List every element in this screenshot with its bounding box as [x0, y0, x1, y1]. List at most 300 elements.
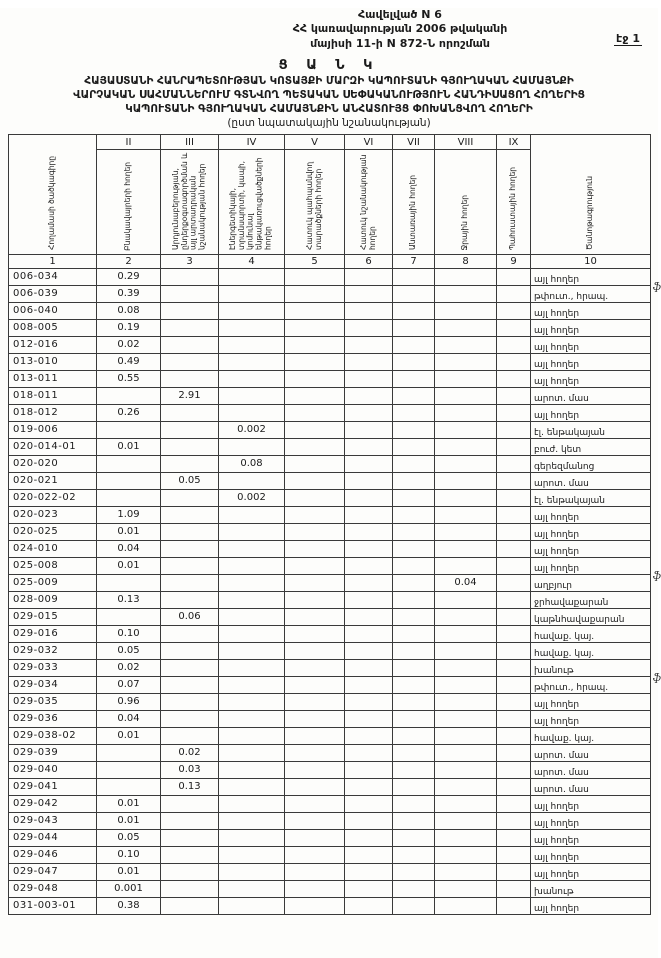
note-text: թփուտ., հրապ. [534, 292, 609, 303]
area-value-cell: 0.02 [97, 337, 161, 354]
area-value-cell: 0.04 [97, 711, 161, 728]
area-value-cell [345, 677, 393, 694]
handwritten-margin-mark: ֆ [653, 673, 661, 685]
area-value-cell [345, 558, 393, 575]
note-cell [531, 745, 651, 762]
area-value-cell [497, 456, 531, 473]
area-value-cell [345, 609, 393, 626]
area-value-cell [393, 609, 435, 626]
note-cell [531, 388, 651, 405]
area-value-cell [393, 864, 435, 881]
note-cell [531, 507, 651, 524]
colnum-9: 9 [497, 255, 531, 269]
area-value-cell [393, 830, 435, 847]
table-row [9, 388, 651, 405]
area-value-cell [393, 320, 435, 337]
roman-iv: IV [219, 135, 285, 150]
note-text: արոտ. մաս [534, 479, 589, 490]
table-row [9, 439, 651, 456]
area-value-cell [97, 490, 161, 507]
area-value-cell [435, 473, 497, 490]
area-value-cell [393, 337, 435, 354]
area-value-cell [497, 830, 531, 847]
roman-numeral-row [9, 135, 651, 150]
header-residential: Բնակավայրերի հողեր [97, 150, 161, 255]
header-reserve: Պահուստային հողեր [497, 150, 531, 255]
parcel-code-cell: 029-047 [9, 864, 97, 881]
note-cell [531, 320, 651, 337]
table-row [9, 592, 651, 609]
parcel-code-cell: 012-016 [9, 337, 97, 354]
table-row [9, 269, 651, 286]
area-value-cell [393, 711, 435, 728]
area-value-cell [435, 337, 497, 354]
area-value-cell [285, 677, 345, 694]
area-value-cell [345, 456, 393, 473]
area-value-cell [219, 524, 285, 541]
area-value-cell: 0.01 [97, 728, 161, 745]
parcel-code-cell: 029-038-02 [9, 728, 97, 745]
colnum-10: 10 [531, 255, 651, 269]
area-value-cell: 0.01 [97, 439, 161, 456]
area-value-cell: 0.26 [97, 405, 161, 422]
area-value-cell [393, 762, 435, 779]
area-value-cell [435, 762, 497, 779]
document-subtitle: (ըստ նպատակային նշանակության) [227, 117, 431, 130]
area-value-cell [435, 490, 497, 507]
area-value-cell [285, 813, 345, 830]
area-value-cell [219, 626, 285, 643]
area-value-cell [345, 286, 393, 303]
parcel-code-cell: 025-008 [9, 558, 97, 575]
area-value-cell [219, 558, 285, 575]
title-line-2: ՎԱՐՉԱԿԱՆ ՍԱՀՄԱՆՆԵՐՈՒՄ ԳՏՆՎՈՂ ՊԵՏԱԿԱՆ ՍԵՓԱԿԱՆՈՒԹՅՈՒՆ ՀԱՆԴԻՍԱՑՈՂ ՀՈՂԵՐԻՑ [73, 88, 585, 101]
parcel-code-cell: 019-006 [9, 422, 97, 439]
area-value-cell [161, 541, 219, 558]
area-value-cell [161, 898, 219, 915]
note-cell [531, 303, 651, 320]
area-value-cell [435, 694, 497, 711]
area-value-cell [393, 303, 435, 320]
area-value-cell [161, 490, 219, 507]
header-parcel-code-label: Հողամասի ծածկագիրը [47, 156, 57, 251]
note-text: հավաք. կայ. [534, 649, 595, 660]
table-row [9, 796, 651, 813]
area-value-cell [435, 320, 497, 337]
area-value-cell [161, 592, 219, 609]
table-row [9, 541, 651, 558]
area-value-cell [285, 354, 345, 371]
area-value-cell: 0.07 [97, 677, 161, 694]
area-value-cell: 0.01 [97, 558, 161, 575]
area-value-cell [497, 473, 531, 490]
note-cell [531, 282, 661, 303]
area-value-cell [345, 371, 393, 388]
area-value-cell [161, 626, 219, 643]
area-value-cell [435, 626, 497, 643]
area-value-cell [219, 371, 285, 388]
table-body [9, 269, 661, 915]
area-value-cell [435, 830, 497, 847]
area-value-cell [285, 303, 345, 320]
table-row [9, 303, 651, 320]
area-value-cell [497, 337, 531, 354]
note-text: այլ հողեր [534, 904, 580, 915]
note-text: գերեզմանոց [534, 462, 595, 473]
area-value-cell [345, 694, 393, 711]
area-value-cell [285, 626, 345, 643]
area-value-cell [285, 881, 345, 898]
parcel-code-cell: 029-016 [9, 626, 97, 643]
area-value-cell [435, 796, 497, 813]
area-value-cell [345, 388, 393, 405]
area-value-cell: 0.04 [97, 541, 161, 558]
page-number: էջ 1 [616, 32, 640, 45]
note-text: այլ հողեր [534, 802, 580, 813]
note-text: արոտ. մաս [534, 394, 589, 405]
area-value-cell [497, 422, 531, 439]
area-value-cell [435, 303, 497, 320]
area-value-cell [497, 320, 531, 337]
area-value-cell [285, 762, 345, 779]
note-text: ջրհավաքարան [534, 598, 609, 609]
note-text: այլ հողեր [534, 717, 580, 728]
note-cell [531, 711, 651, 728]
area-value-cell [435, 558, 497, 575]
area-value-cell: 0.29 [97, 269, 161, 286]
area-value-cell: 0.05 [97, 643, 161, 660]
table-row [9, 609, 651, 626]
area-value-cell [161, 643, 219, 660]
area-value-cell [497, 609, 531, 626]
area-value-cell [345, 728, 393, 745]
area-value-cell [345, 643, 393, 660]
area-value-cell [435, 456, 497, 473]
area-value-cell [497, 881, 531, 898]
area-value-cell [393, 745, 435, 762]
area-value-cell [345, 354, 393, 371]
area-value-cell [393, 371, 435, 388]
note-cell [531, 796, 651, 813]
table-row [9, 558, 651, 575]
area-value-cell [345, 813, 393, 830]
area-value-cell [393, 660, 435, 677]
note-text: աղբյուր [534, 581, 572, 592]
area-value-cell [97, 456, 161, 473]
area-value-cell: 0.01 [97, 864, 161, 881]
note-text: թփուտ., հրապ. [534, 683, 609, 694]
table-row [9, 524, 651, 541]
area-value-cell [161, 728, 219, 745]
area-value-cell [285, 745, 345, 762]
note-cell [531, 728, 651, 745]
area-value-cell [219, 660, 285, 677]
area-value-cell [345, 422, 393, 439]
area-value-cell: 0.02 [97, 660, 161, 677]
area-value-cell [435, 524, 497, 541]
header-energy-transport: Էներգետիկայի, տրանսպորտի, կապի, կոմունալ ենթակառուցվածքների հողեր [219, 150, 285, 255]
table-row [9, 320, 651, 337]
handwritten-margin-mark: ֆ [653, 282, 661, 294]
area-value-cell [219, 473, 285, 490]
area-value-cell [219, 541, 285, 558]
roman-vii: VII [393, 135, 435, 150]
area-value-cell [435, 541, 497, 558]
table-row [9, 643, 651, 660]
area-value-cell [393, 456, 435, 473]
area-value-cell [285, 694, 345, 711]
header-special-purpose: Հատուկ նշանակության հողեր [345, 150, 393, 255]
area-value-cell [497, 813, 531, 830]
area-value-cell [435, 728, 497, 745]
area-value-cell [161, 847, 219, 864]
parcel-code-cell: 029-034 [9, 677, 97, 694]
area-value-cell [393, 677, 435, 694]
area-value-cell [219, 286, 285, 303]
area-value-cell: 0.05 [97, 830, 161, 847]
note-cell [531, 337, 651, 354]
area-value-cell [219, 303, 285, 320]
area-value-cell [345, 626, 393, 643]
note-text: այլ հողեր [534, 309, 580, 320]
area-value-cell [435, 286, 497, 303]
area-value-cell [345, 507, 393, 524]
area-value-cell [393, 422, 435, 439]
area-value-cell: 0.06 [161, 609, 219, 626]
roman-ix: IX [497, 135, 531, 150]
table-row [9, 813, 651, 830]
note-text: հավաք. կայ. [534, 632, 595, 643]
area-value-cell [219, 881, 285, 898]
parcel-code-cell: 031-003-01 [9, 898, 97, 915]
area-value-cell [393, 269, 435, 286]
scanned-document-page [0, 8, 661, 958]
area-value-cell [285, 320, 345, 337]
area-value-cell [285, 439, 345, 456]
table-row [9, 337, 651, 354]
area-value-cell [97, 745, 161, 762]
area-value-cell [497, 626, 531, 643]
parcel-code-cell: 013-010 [9, 354, 97, 371]
area-value-cell [161, 694, 219, 711]
area-value-cell: 0.08 [97, 303, 161, 320]
area-value-cell [285, 779, 345, 796]
area-value-cell [497, 677, 531, 694]
header-parcel-code [9, 135, 97, 255]
note-text: այլ հողեր [534, 853, 580, 864]
area-value-cell [285, 473, 345, 490]
area-value-cell [393, 507, 435, 524]
area-value-cell [285, 660, 345, 677]
list-word: Ց Ա Ն Կ [278, 57, 380, 73]
note-text: խանութ [534, 666, 574, 677]
area-value-cell [497, 592, 531, 609]
table-row [9, 371, 651, 388]
area-value-cell [393, 813, 435, 830]
area-value-cell [497, 898, 531, 915]
parcel-code-cell: 008-005 [9, 320, 97, 337]
table-row [9, 847, 651, 864]
area-value-cell [435, 745, 497, 762]
area-value-cell: 0.08 [219, 456, 285, 473]
area-value-cell [219, 592, 285, 609]
area-value-cell [161, 456, 219, 473]
area-value-cell [393, 558, 435, 575]
area-value-cell [497, 864, 531, 881]
parcel-code-cell: 029-048 [9, 881, 97, 898]
area-value-cell [497, 575, 531, 592]
area-value-cell [435, 371, 497, 388]
area-value-cell [161, 337, 219, 354]
colnum-6: 6 [345, 255, 393, 269]
table-row [9, 677, 651, 694]
area-value-cell [97, 762, 161, 779]
area-value-cell [219, 609, 285, 626]
land-parcels-table [8, 134, 661, 915]
area-value-cell [219, 779, 285, 796]
note-text: այլ հողեր [534, 411, 580, 422]
table-row [9, 507, 651, 524]
area-value-cell [393, 524, 435, 541]
area-value-cell [345, 473, 393, 490]
colnum-3: 3 [161, 255, 219, 269]
area-value-cell [345, 337, 393, 354]
area-value-cell [285, 371, 345, 388]
area-value-cell: 0.55 [97, 371, 161, 388]
note-cell [531, 422, 651, 439]
area-value-cell [435, 592, 497, 609]
note-cell [531, 779, 651, 796]
table-row [9, 711, 651, 728]
area-value-cell [497, 694, 531, 711]
parcel-code-cell: 020-023 [9, 507, 97, 524]
colnum-5: 5 [285, 255, 345, 269]
note-cell [531, 439, 651, 456]
area-value-cell: 0.10 [97, 847, 161, 864]
column-number-row [9, 255, 651, 269]
area-value-cell [345, 847, 393, 864]
area-value-cell [393, 779, 435, 796]
table-row [9, 286, 651, 303]
table-row [9, 762, 651, 779]
title-line-1: ՀԱՅԱՍՏԱՆԻ ՀԱՆՐԱՊԵՏՈՒԹՅԱՆ ԿՈՏԱՅՔԻ ՄԱՐԶԻ ԿԱՊՈՒՏԱՆԻ ԳՅՈՒՂԱԿԱՆ ՀԱՄԱՅՆՔԻ [84, 74, 574, 87]
note-text: խանութ [534, 887, 574, 898]
parcel-code-cell: 029-033 [9, 660, 97, 677]
area-value-cell [435, 643, 497, 660]
area-value-cell: 0.38 [97, 898, 161, 915]
area-value-cell [393, 643, 435, 660]
area-value-cell [435, 881, 497, 898]
area-value-cell [97, 575, 161, 592]
area-value-cell [345, 592, 393, 609]
header-forest: Անտառային հողեր [393, 150, 435, 255]
roman-v: V [285, 135, 345, 150]
decision-line: մայիսի 11-ի N 872-Ն որոշման [310, 36, 490, 50]
area-value-cell [497, 643, 531, 660]
area-value-cell [393, 881, 435, 898]
area-value-cell [285, 796, 345, 813]
note-text: այլ հողեր [534, 700, 580, 711]
colnum-1: 1 [9, 255, 97, 269]
roman-ii: II [97, 135, 161, 150]
table-row [9, 779, 651, 796]
note-cell [531, 643, 651, 660]
note-text: այլ հողեր [534, 513, 580, 524]
note-cell [531, 813, 651, 830]
area-value-cell [285, 575, 345, 592]
table-row [9, 575, 651, 592]
area-value-cell [497, 847, 531, 864]
area-value-cell [435, 711, 497, 728]
area-value-cell [393, 286, 435, 303]
header-note-label: Ծանոթագրություն [585, 176, 595, 251]
area-value-cell [219, 507, 285, 524]
area-value-cell [345, 881, 393, 898]
note-text: արոտ. մաս [534, 785, 589, 796]
area-value-cell [497, 524, 531, 541]
area-value-cell: 0.19 [97, 320, 161, 337]
note-text: այլ հողեր [534, 819, 580, 830]
area-value-cell [285, 286, 345, 303]
area-value-cell [97, 422, 161, 439]
note-text: բուժ. կետ [534, 445, 582, 456]
note-text: էլ. ենթակայան [534, 496, 606, 507]
parcel-code-cell: 029-046 [9, 847, 97, 864]
area-value-cell [435, 898, 497, 915]
note-text: այլ հողեր [534, 564, 580, 575]
note-cell [531, 524, 651, 541]
parcel-code-cell: 006-039 [9, 286, 97, 303]
area-value-cell [497, 796, 531, 813]
area-value-cell [219, 575, 285, 592]
roman-vi: VI [345, 135, 393, 150]
parcel-code-cell: 029-044 [9, 830, 97, 847]
area-value-cell [345, 745, 393, 762]
note-text: այլ հողեր [534, 275, 580, 286]
government-line: ՀՀ կառավարության 2006 թվականի [292, 22, 508, 36]
parcel-code-cell: 018-011 [9, 388, 97, 405]
note-text: այլ հողեր [534, 836, 580, 847]
area-value-cell [393, 847, 435, 864]
parcel-code-cell: 029-041 [9, 779, 97, 796]
area-value-cell [161, 303, 219, 320]
colnum-7: 7 [393, 255, 435, 269]
area-value-cell [285, 830, 345, 847]
area-value-cell [393, 388, 435, 405]
area-value-cell [435, 609, 497, 626]
table-row [9, 660, 651, 677]
area-value-cell [285, 456, 345, 473]
table-row [9, 881, 651, 898]
area-value-cell [161, 405, 219, 422]
area-value-cell [285, 864, 345, 881]
area-value-cell [345, 490, 393, 507]
roman-iii: III [161, 135, 219, 150]
area-value-cell [497, 711, 531, 728]
area-value-cell [435, 813, 497, 830]
table-row [9, 745, 651, 762]
area-value-cell [497, 728, 531, 745]
area-value-cell: 0.10 [97, 626, 161, 643]
area-value-cell [497, 354, 531, 371]
note-cell [531, 609, 651, 626]
area-value-cell [161, 881, 219, 898]
colnum-8: 8 [435, 255, 497, 269]
table-row [9, 830, 651, 847]
area-value-cell [393, 592, 435, 609]
area-value-cell [435, 269, 497, 286]
area-value-cell [393, 541, 435, 558]
